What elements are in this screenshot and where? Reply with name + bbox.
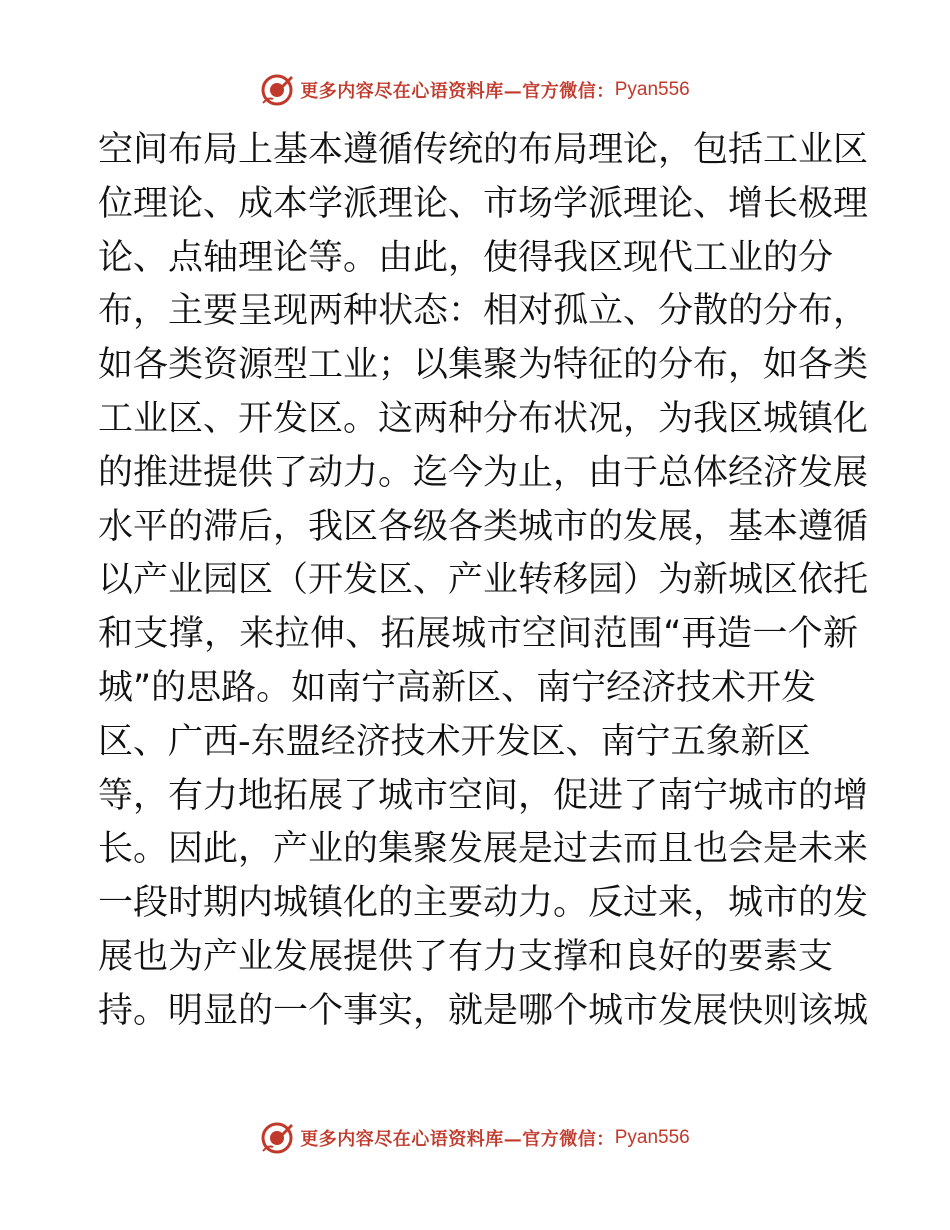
body-line: 水平的滞后，我区各级各类城市的发展，基本遵循 <box>98 506 869 547</box>
footer-banner <box>0 1118 950 1158</box>
red-pen-circle-logo-icon <box>260 73 294 107</box>
body-line: 长。因此，产业的集聚发展是过去而且也会是未来 <box>98 829 869 870</box>
header-banner-text: 更多内容尽在心语资料库—官方微信： <box>300 81 615 102</box>
body-line: 工业区、开发区。这两种分布状况，为我区城镇化 <box>98 398 869 439</box>
body-line: 一段时期内城镇化的主要动力。反过来，城市的发 <box>98 883 869 924</box>
footer-banner-account: Pyan556 <box>614 1127 690 1148</box>
header-banner-account: Pyan556 <box>614 79 690 100</box>
body-line: 论、点轴理论等。由此，使得我区现代工业的分 <box>98 237 834 278</box>
body-line: 如各类资源型工业；以集聚为特征的分布，如各类 <box>98 345 869 386</box>
body-line: 空间布局上基本遵循传统的布局理论，包括工业区 <box>98 130 869 170</box>
body-line: 等，有力地拓展了城市空间，促进了南宁城市的增 <box>98 775 869 816</box>
body-line: 展也为产业发展提供了有力支撑和良好的要素支 <box>98 936 834 977</box>
body-line: 位理论、成本学派理论、市场学派理论、增长极理 <box>98 183 869 224</box>
body-line: 布，主要呈现两种状态：相对孤立、分散的分布， <box>98 291 869 332</box>
body-line: 以产业园区（开发区、产业转移园）为新城区依托 <box>98 560 869 601</box>
body-text <box>98 124 869 1039</box>
body-line: 的推进提供了动力。迄今为止，由于总体经济发展 <box>98 452 869 493</box>
body-line: 城”的思路。如南宁高新区、南宁经济技术开发 <box>98 667 817 708</box>
header-banner <box>0 70 950 110</box>
red-pen-circle-logo-icon <box>260 1121 294 1155</box>
footer-banner-text: 更多内容尽在心语资料库—官方微信： <box>300 1129 615 1150</box>
body-line: 和支撑，来拉伸、拓展城市空间范围“再造一个新 <box>98 614 858 655</box>
body-line: 持。明显的一个事实，就是哪个城市发展快则该城 <box>98 990 869 1031</box>
body-line: 区、广西-东盟经济技术开发区、南宁五象新区 <box>98 721 811 762</box>
